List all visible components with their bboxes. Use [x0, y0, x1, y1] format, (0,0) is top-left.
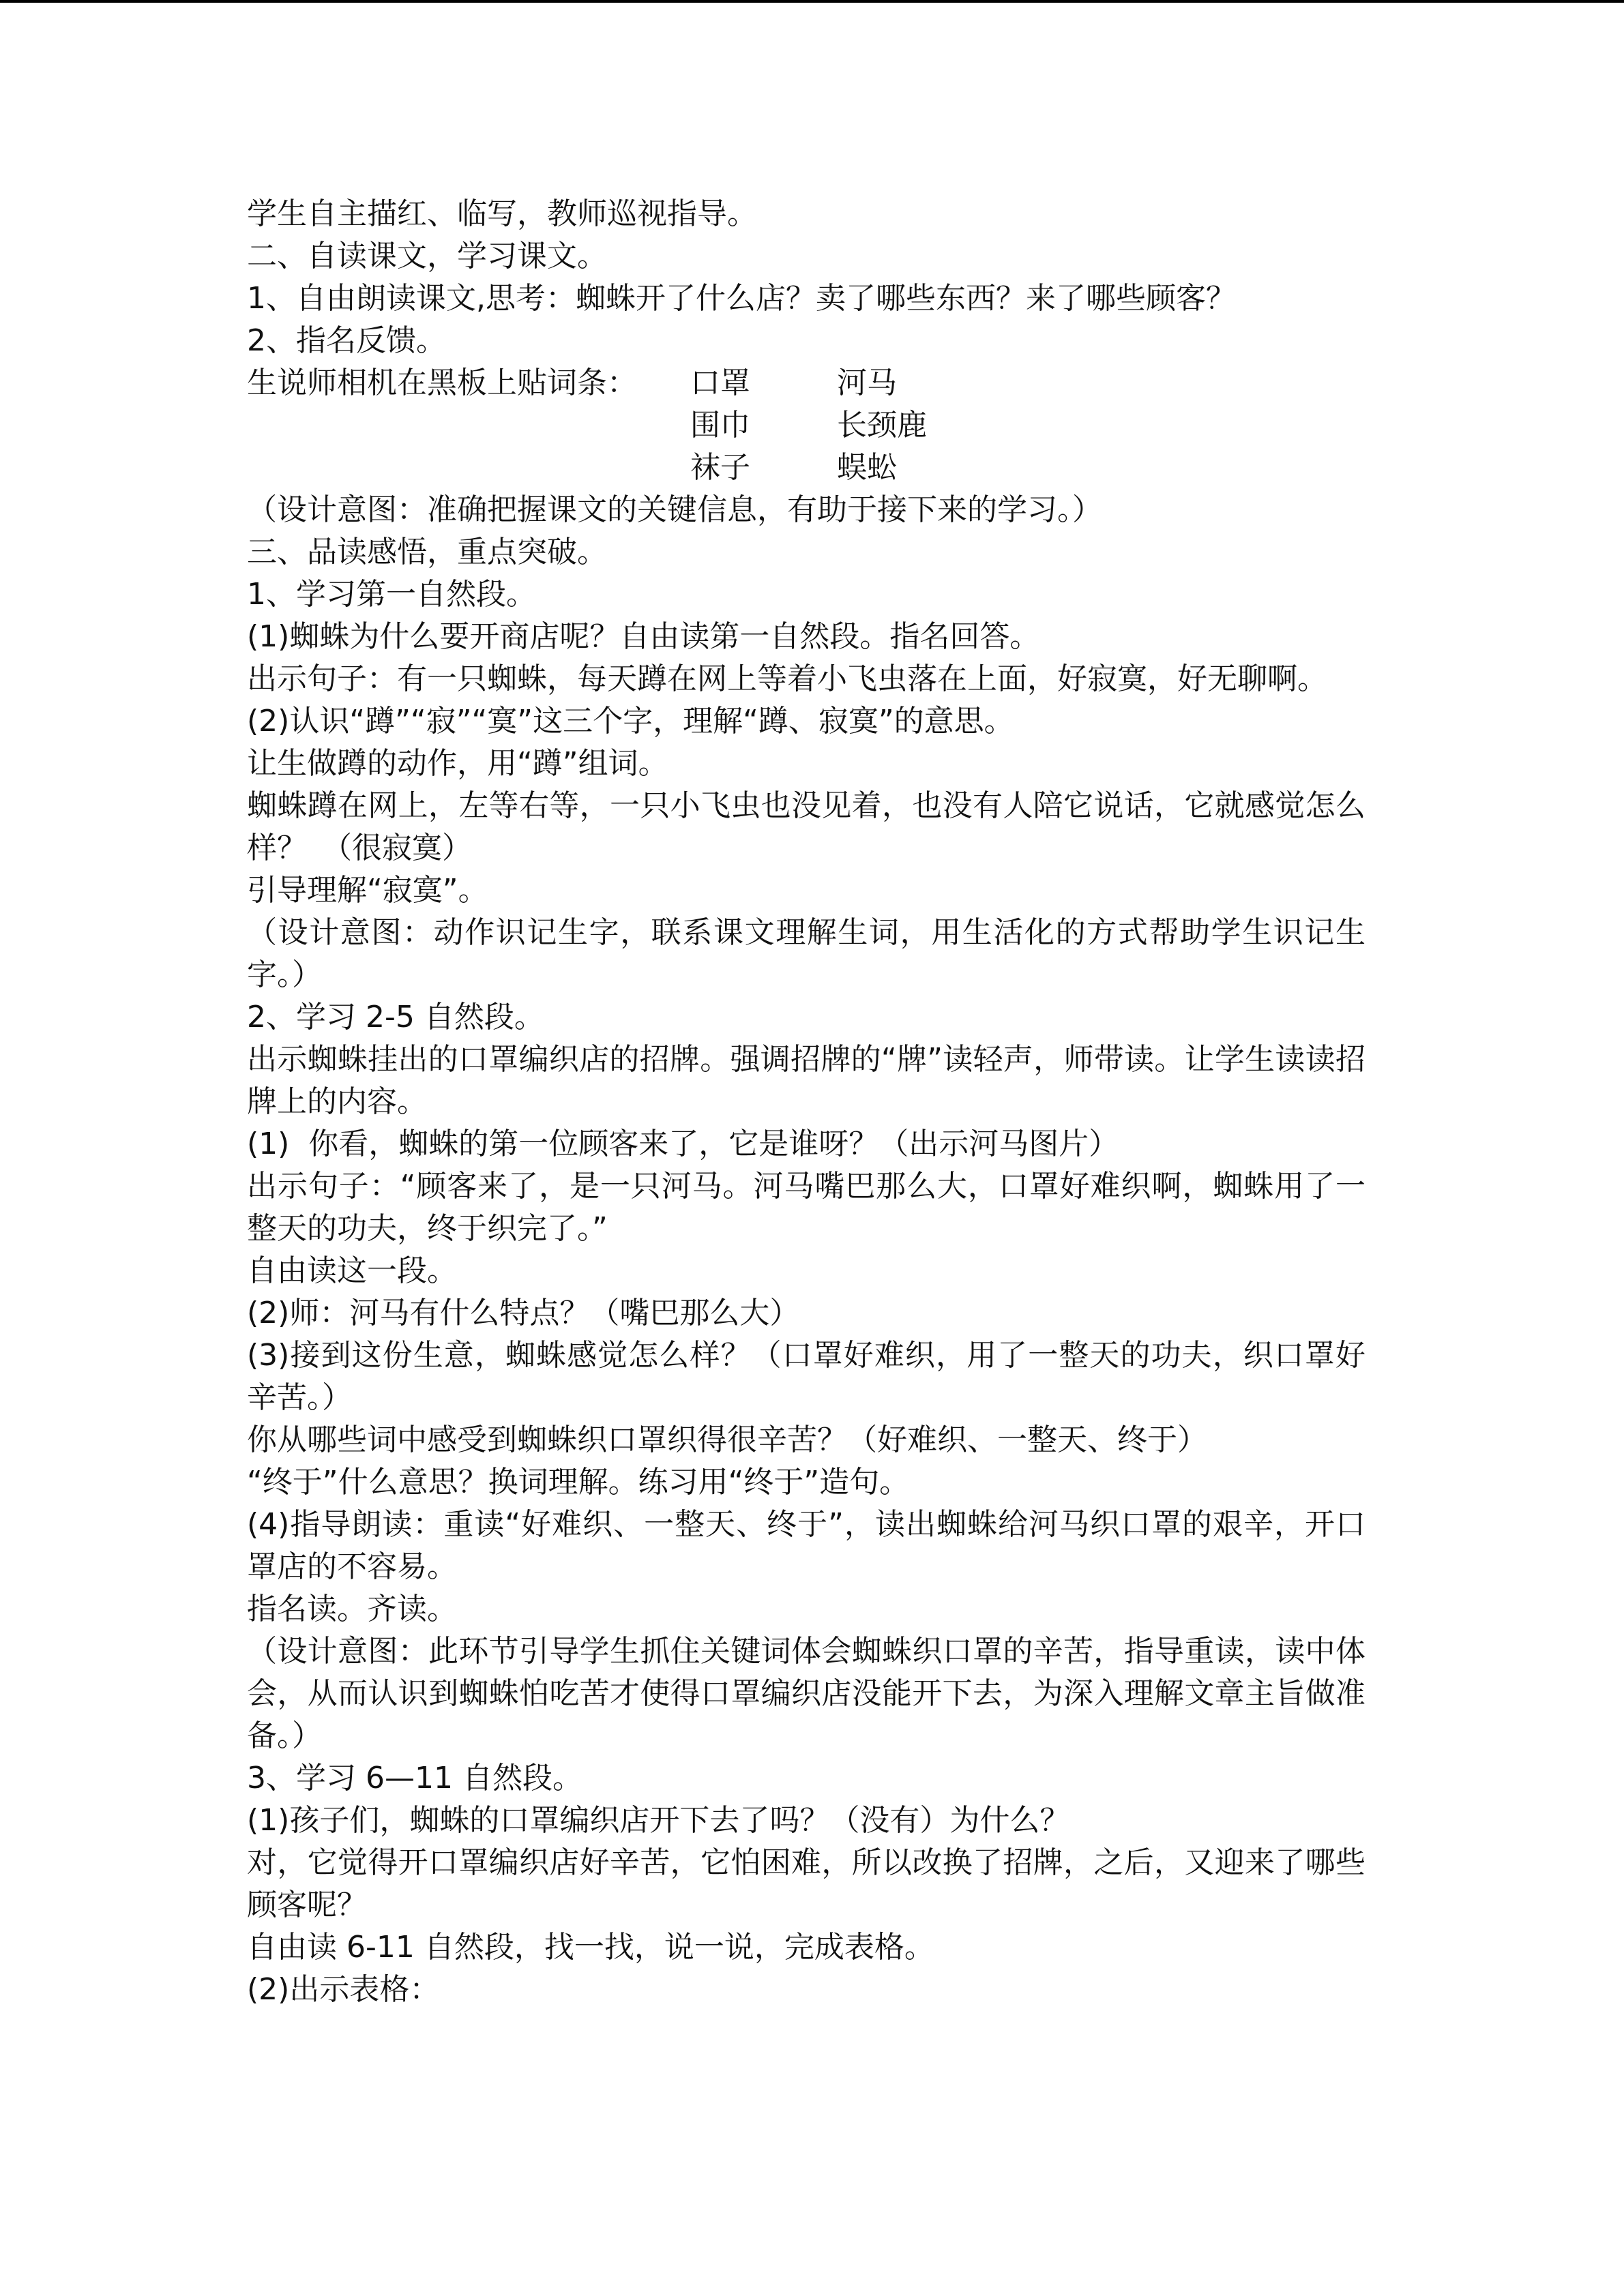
subsection-heading: 1、学习第一自然段。	[247, 577, 536, 612]
word-item: 蜈蚣	[837, 450, 897, 485]
text-line: (2)出示表格：	[247, 1972, 440, 2007]
text-line: 自由读 6-11 自然段，找一找，说一说，完成表格。	[247, 1930, 934, 1965]
design-intent-note: （设计意图：动作识记生字，联系课文理解生词，用生活化的方式帮助学生识记生字。）	[247, 915, 1365, 992]
text-paragraph: (4)指导朗读：重读“好难织、一整天、终于”，读出蜘蛛给河马织口罩的艰辛，开口罩店的不容易。	[247, 1507, 1365, 1584]
text-paragraph: 出示句子：“顾客来了，是一只河马。河马嘴巴那么大，口罩好难织啊，蜘蛛用了一整天的功夫，终于织完了。”	[247, 1169, 1365, 1246]
text-line: (2)认识“蹲”“寂”“寞”这三个字，理解“蹲、寂寞”的意思。	[247, 704, 1014, 739]
text-line: “终于”什么意思？换词理解。练习用“终于”造句。	[247, 1465, 910, 1500]
section-heading: 三、品读感悟，重点突破。	[247, 535, 607, 569]
text-line: 指名读。齐读。	[247, 1592, 457, 1626]
subsection-heading: 2、学习 2-5 自然段。	[247, 1000, 544, 1034]
text-line: (1)蜘蛛为什么要开商店呢？自由读第一自然段。指名回答。	[247, 619, 1040, 654]
document-page	[247, 193, 1365, 2011]
text-line: 自由读这一段。	[247, 1253, 457, 1288]
design-intent-note: （设计意图：准确把握课文的关键信息，有助于接下来的学习。）	[247, 492, 1102, 527]
word-item: 河马	[837, 366, 897, 400]
word-row	[247, 362, 1365, 404]
text-line: 1、自由朗读课文,思考：蜘蛛开了什么店？卖了哪些东西？来了哪些顾客？	[247, 281, 1236, 316]
text-paragraph: (3)接到这份生意，蜘蛛感觉怎么样？（口罩好难织，用了一整天的功夫，织口罩好辛苦。）	[247, 1338, 1365, 1415]
word-item: 口罩	[690, 366, 750, 400]
text-line: (1)孩子们，蜘蛛的口罩编织店开下去了吗？（没有）为什么？	[247, 1803, 1070, 1838]
word-item: 袜子	[690, 450, 750, 485]
text-paragraph: 出示蜘蛛挂出的口罩编织店的招牌。强调招牌的“牌”读轻声，师带读。让学生读读招牌上的内容。	[247, 1042, 1365, 1119]
word-row	[247, 447, 1365, 489]
text-line: 让生做蹲的动作，用“蹲”组词。	[247, 746, 668, 781]
word-table-lead: 生说师相机在黑板上贴词条：	[247, 366, 637, 400]
text-paragraph: 蜘蛛蹲在网上，左等右等，一只小飞虫也没见着，也没有人陪它说话，它就感觉怎么样？ （很寂寞）	[247, 788, 1365, 865]
text-line: 2、指名反馈。	[247, 323, 446, 358]
word-item: 长颈鹿	[837, 408, 927, 443]
text-paragraph: 对，它觉得开口罩编织店好辛苦，它怕困难，所以改换了招牌，之后，又迎来了哪些顾客呢？	[247, 1845, 1365, 1922]
text-line: 你从哪些词中感受到蜘蛛织口罩织得很辛苦？（好难织、一整天、终于）	[247, 1422, 1207, 1457]
text-line: 引导理解“寂寞”。	[247, 873, 488, 908]
section-heading: 二、自读课文，学习课文。	[247, 239, 607, 273]
subsection-heading: 3、学习 6—11 自然段。	[247, 1761, 582, 1795]
text-line: 学生自主描红、临写，教师巡视指导。	[247, 196, 757, 231]
text-line: (2)师：河马有什么特点？（嘴巴那么大）	[247, 1296, 800, 1330]
text-line: (1) 你看，蜘蛛的第一位顾客来了，它是谁呀？（出示河马图片）	[247, 1127, 1119, 1161]
design-intent-note: （设计意图：此环节引导学生抓住关键词体会蜘蛛织口罩的辛苦，指导重读，读中体会，从而认识到蜘蛛怕吃苦才使得口罩编织店没能开下去，为深入理解文章主旨做准备。）	[247, 1634, 1365, 1753]
text-paragraph: 出示句子：有一只蜘蛛，每天蹲在网上等着小飞虫落在上面，好寂寞，好无聊啊。	[247, 661, 1327, 696]
word-row	[247, 404, 1365, 447]
word-item: 围巾	[690, 408, 750, 443]
page-top-border	[0, 0, 1624, 3]
